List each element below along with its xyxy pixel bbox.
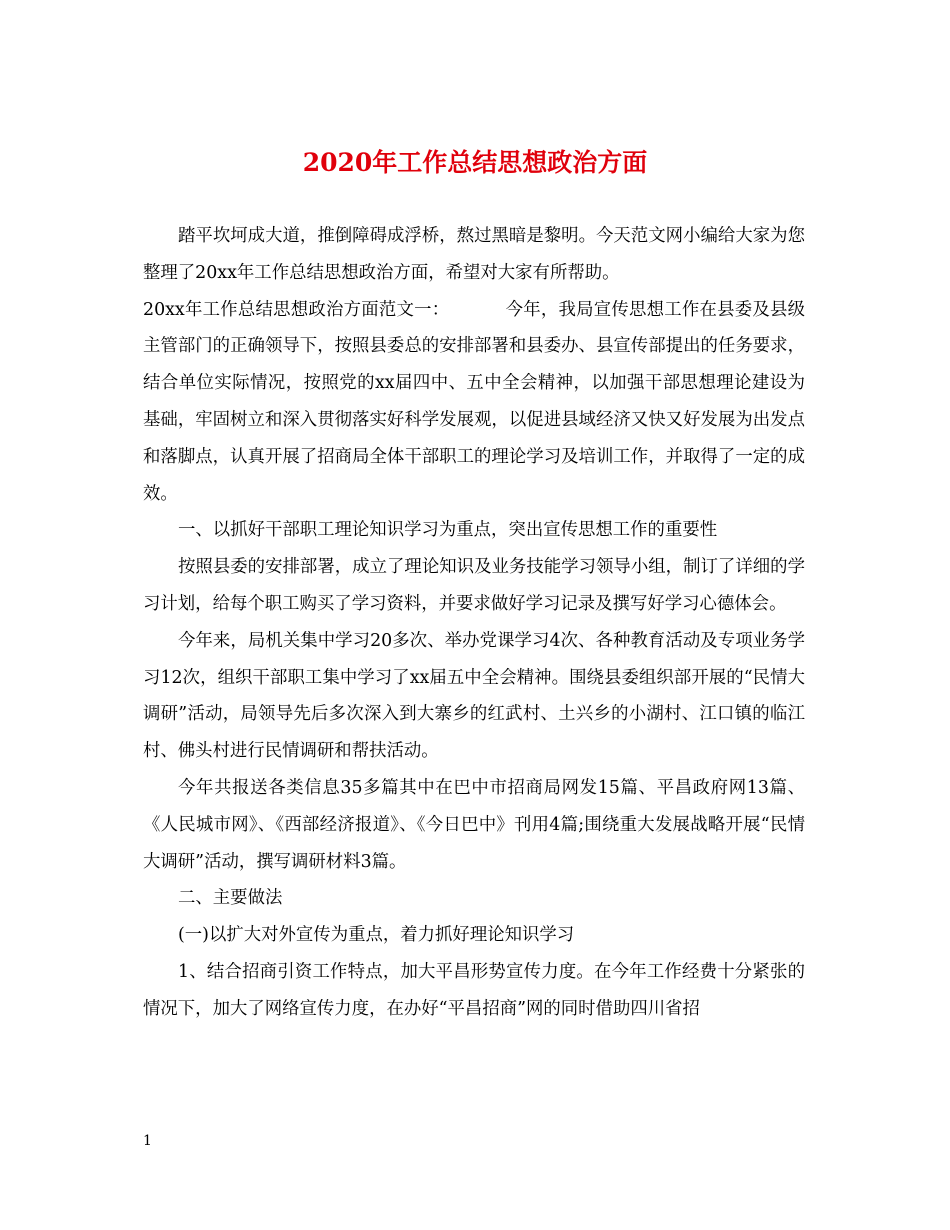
page-number: 1 — [143, 1133, 152, 1149]
example-label: 20xx年工作总结思想政治方面范文一： — [143, 299, 450, 320]
example-body: 今年，我局宣传思想工作在县委及县级主管部门的正确领导下，按照县委总的安排部署和县委办、县宣传部提出的任务要求，结合单位实际情况，按照党的xx届四中、五中全会精神，以加强干部思想理论建设为基础，牢固树立和深入贯彻落实好科学发展观，以促进县域经济又快又好发展为出发点和落脚点，认真开展了招商局全体干部职工的理论学习及培训工作，并取得了一定的成效。 — [143, 299, 805, 504]
document-body — [143, 218, 805, 1028]
section1-paragraph-2: 今年来，局机关集中学习20多次、举办党课学习4次、各种教育活动及专项业务学习12次，组织干部职工集中学习了xx届五中全会精神。围绕县委组织部开展的“民情大调研”活动，局领导先后多次深入到大寨乡的红武村、土兴乡的小湖村、江口镇的临江村、佛头村进行民情调研和帮扶活动。 — [143, 630, 805, 762]
item1-paragraph: 1、结合招商引资工作特点，加大平昌形势宣传力度。在今年工作经费十分紧张的情况下，加大了网络宣传力度，在办好“平昌招商”网的同时借助四川省招 — [143, 961, 805, 1019]
section1-paragraph-3: 今年共报送各类信息35多篇其中在巴中市招商局网发15篇、平昌政府网13篇、《人民城市网》、《西部经济报道》、《今日巴中》刊用4篇;围绕重大发展战略开展“民情大调研”活动，撰写调研材料3篇。 — [143, 777, 805, 872]
section2-heading: 二、主要做法 — [178, 888, 283, 909]
example-paragraph — [143, 292, 805, 513]
subsection1-heading: (一)以扩大对外宣传为重点，着力抓好理论知识学习 — [178, 925, 575, 946]
section1-heading: 一、以抓好干部职工理论知识学习为重点，突出宣传思想工作的重要性 — [178, 520, 718, 541]
section1-paragraph-1: 按照县委的安排部署，成立了理论知识及业务技能学习领导小组，制订了详细的学习计划，给每个职工购买了学习资料，并要求做好学习记录及撰写好学习心德体会。 — [143, 557, 805, 614]
intro-paragraph: 踏平坎坷成大道，推倒障碍成浮桥，熬过黑暗是黎明。今天范文网小编给大家为您整理了20xx年工作总结思想政治方面，希望对大家有所帮助。 — [143, 226, 805, 283]
document-title: 2020年工作总结思想政治方面 — [302, 148, 648, 177]
